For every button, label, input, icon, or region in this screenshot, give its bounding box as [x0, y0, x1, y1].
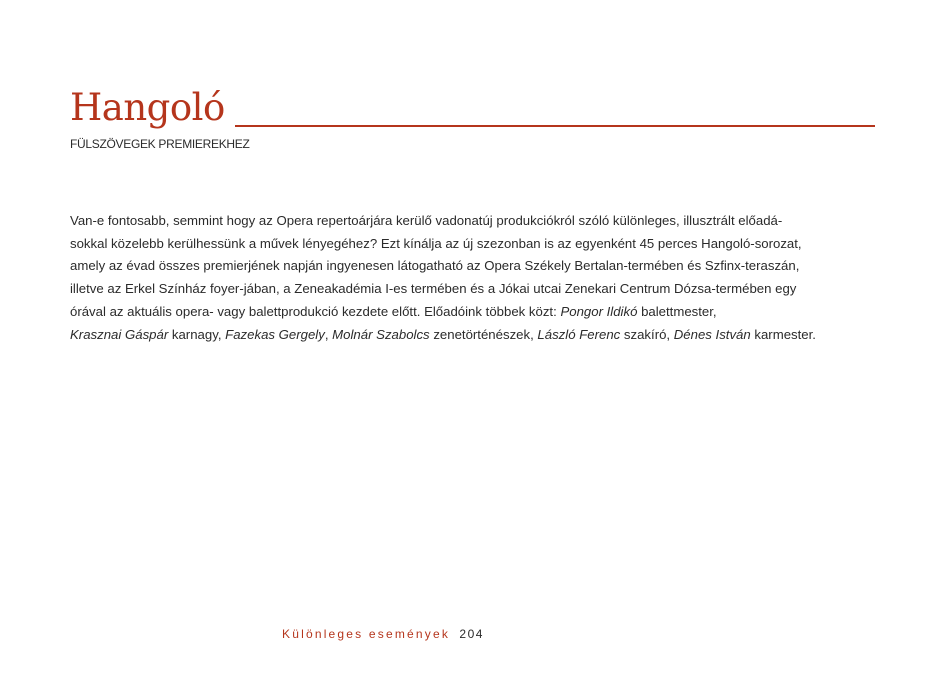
body-line [70, 324, 870, 347]
footer-section-label: Különleges események [282, 627, 451, 641]
body-text-segment: zenetörténészek, [429, 326, 538, 342]
title-row [70, 88, 875, 128]
body-line: Van-e fontosabb, semmint hogy az Opera repertoárjára kerülő vadonatúj produkciókról szóló különleges, illusztrált előadá- [70, 213, 783, 228]
body-paragraph [70, 210, 870, 346]
person-name: Dénes István [673, 326, 751, 342]
page-footer [282, 627, 484, 641]
body-text-segment: , [324, 326, 333, 342]
person-name: Molnár Szabolcs [332, 326, 430, 342]
body-line: illetve az Erkel Színház foyer-jában, a Zeneakadémia I-es termében és a Jókai utcai Zenekari Centrum Dózsa-termében egy [70, 281, 797, 297]
body-line: amely az évad összes premierjének napján ingyenesen látogatható az Opera Székely Bertalan-termében és Szfinx-teraszán, [70, 258, 800, 274]
person-name: László Ferenc [537, 326, 621, 342]
page-title: Hangoló [70, 86, 225, 129]
body-line [70, 301, 870, 324]
body-text-segment: karnagy, [168, 326, 226, 342]
person-name: Pongor Ildikó [560, 303, 638, 319]
body-text-segment: szakíró, [620, 326, 674, 342]
body-line: sokkal közelebb kerülhessünk a művek lényegéhez? Ezt kínálja az új szezonban is az egyenként 45 perces Hangoló-sorozat, [70, 235, 802, 251]
body-text-segment: balettmester, [637, 303, 717, 319]
title-rule-divider [235, 125, 875, 127]
person-name: Fazekas Gergely [225, 326, 325, 342]
body-text-segment: órával az aktuális opera- vagy balettprodukció kezdete előtt. Előadóink többek közt: [70, 303, 561, 319]
page-subtitle: FÜLSZÖVEGEK PREMIEREKHEZ [70, 137, 250, 151]
page-number: 204 [459, 627, 484, 641]
person-name: Krasznai Gáspár [70, 326, 169, 342]
body-text-segment: karmester. [750, 326, 816, 342]
